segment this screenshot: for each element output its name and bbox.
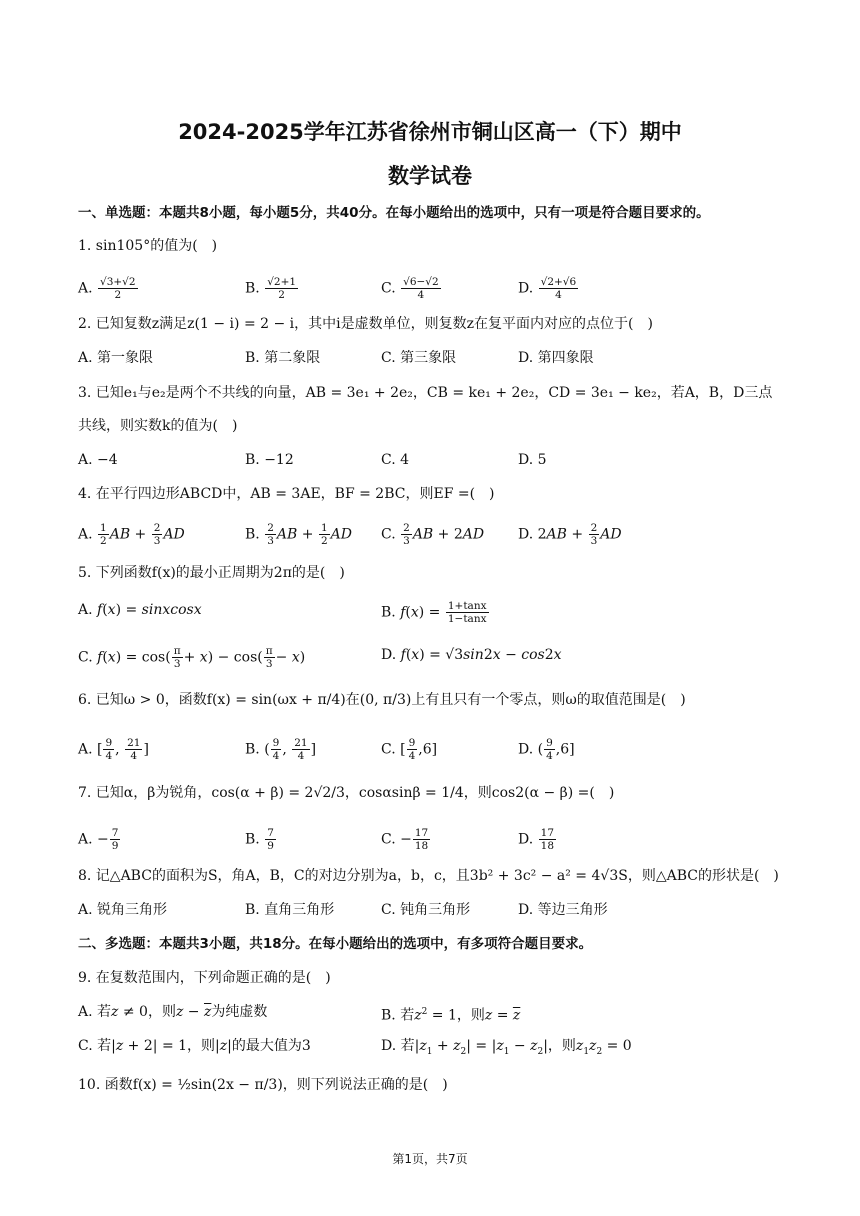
section-header-2: 二、多选题：本题共3小题，共18分。在每小题给出的选项中，有多项符合题目要求。: [78, 936, 593, 952]
question-4: 4. 在平行四边形ABCD中，AB = 3AE，BF = 2BC，则EF =( ): [78, 486, 495, 502]
q5-option-d[interactable]: D. f(x) = √3sin2x − cos2x: [381, 647, 562, 663]
q2-option-c[interactable]: C. 第三象限: [381, 350, 457, 366]
q8-option-b[interactable]: B. 直角三角形: [245, 902, 335, 918]
q7-option-b[interactable]: B. $\frac{7}{9}$: [245, 827, 274, 852]
q8-option-c[interactable]: C. 钝角三角形: [381, 902, 471, 918]
q1-stem: 1. sin105°的值为( ): [78, 238, 218, 254]
q7-option-c[interactable]: C. − $\frac{17}{18}$: [381, 827, 429, 852]
question-8: 8. 记△ABC的面积为S，角A，B，C的对边分别为a，b，c，且3b² + 3c² − a² = 4√3S，则△ABC的形状是( ): [78, 868, 779, 884]
section-header-1: 一、单选题：本题共8小题，每小题5分，共40分。在每小题给出的选项中，只有一项是符合题目要求的。: [78, 205, 710, 221]
q1-option-a[interactable]: A. $\frac{√3+√2}{2}$: [78, 276, 136, 301]
q3-option-d[interactable]: D. 5: [518, 452, 547, 468]
q9-option-a[interactable]: A. 若z ≠ 0，则$z - \overline{z}$为纯虚数: [78, 1004, 268, 1020]
question-7: 7. 已知α，β为锐角，cos(α + β) = 2√2/3，cosαsinβ = 1/4，则cos2(α − β) =( ): [78, 785, 615, 801]
q8-option-a[interactable]: A. 锐角三角形: [78, 902, 168, 918]
q5-option-a[interactable]: A. f(x) = sinxcosx: [78, 602, 202, 618]
q1-option-d[interactable]: D. $\frac{√2+√6}{4}$: [518, 276, 577, 301]
question-3-line-2: 共线，则实数k的值为( ): [78, 418, 238, 434]
q6-option-d[interactable]: D. ( $\frac{9}{4}$ ,6]: [518, 737, 575, 762]
page-footer: 第1页，共7页: [392, 1152, 468, 1166]
q4-option-d[interactable]: D. 2AB + $\frac{2}{3}$ AD: [518, 522, 622, 547]
q6-option-a[interactable]: A. [ $\frac{9}{4}$ , $\frac{21}{4}$ ]: [78, 737, 149, 762]
question-3-line-1: 3. 已知e₁与e₂是两个不共线的向量，AB = 3e₁ + 2e₂，CB = ke₁ + 2e₂，CD = 3e₁ − ke₂，若A，B，D三点: [78, 385, 773, 401]
q2-option-a[interactable]: A. 第一象限: [78, 350, 154, 366]
q4-option-b[interactable]: B. $\frac{2}{3}$ AB + $\frac{1}{2}$ AD: [245, 522, 352, 547]
q2-option-d[interactable]: D. 第四象限: [518, 350, 594, 366]
q6-option-b[interactable]: B. ( $\frac{9}{4}$ , $\frac{21}{4}$ ]: [245, 737, 317, 762]
question-2: 2. 已知复数z满足z(1 − i) = 2 − i，其中i是虚数单位，则复数z在复平面内对应的点位于( ): [78, 316, 653, 332]
q1-option-c[interactable]: C. $\frac{√6-√2}{4}$: [381, 276, 439, 301]
q2-option-b[interactable]: B. 第二象限: [245, 350, 321, 366]
q5-option-b[interactable]: B. f(x) = $\frac{1+\tan x}{1-\tan x}$: [381, 600, 487, 625]
q3-option-b[interactable]: B. −12: [245, 452, 294, 468]
q3-option-c[interactable]: C. 4: [381, 452, 410, 468]
question-10: 10. 函数f(x) = ½sin(2x − π/3)，则下列说法正确的是( ): [78, 1077, 448, 1093]
q6-option-c[interactable]: C. [ $\frac{9}{4}$ ,6]: [381, 737, 438, 762]
q7-option-d[interactable]: D. $\frac{17}{18}$: [518, 827, 555, 852]
q9-option-b[interactable]: B. 若$z^2 = 1$，则$z = \overline{z}$: [381, 1007, 521, 1024]
question-1: [78, 236, 217, 256]
q7-option-a[interactable]: A. − $\frac{7}{9}$: [78, 827, 119, 852]
page-title: 2024-2025学年江苏省徐州市铜山区高一（下）期中: [178, 120, 682, 144]
q5-option-c[interactable]: C. f(x) = cos( $\frac{\pi}{3}$ + x) − cos( $\frac{\pi}{3}$ − x): [78, 645, 306, 670]
q9-option-d[interactable]: D. 若$|z_1 + z_2| = |z_1 - z_2|$，则$z_1z_2 = 0$: [381, 1038, 632, 1057]
q9-option-c[interactable]: C. 若|z + 2| = 1，则|z|的最大值为3: [78, 1038, 311, 1054]
page-subtitle: 数学试卷: [388, 164, 472, 188]
q8-option-d[interactable]: D. 等边三角形: [518, 902, 608, 918]
question-5: 5. 下列函数f(x)的最小正周期为2π的是( ): [78, 565, 345, 581]
q4-option-a[interactable]: A. $\frac{1}{2}$ AB + $\frac{2}{3}$ AD: [78, 522, 185, 547]
question-9: 9. 在复数范围内，下列命题正确的是( ): [78, 970, 331, 986]
question-6: 6. 已知ω > 0，函数f(x) = sin(ωx + π/4)在(0, π/3)上有且只有一个零点，则ω的取值范围是( ): [78, 692, 686, 708]
q1-option-b[interactable]: B. $\frac{√2+1}{2}$: [245, 276, 297, 301]
q4-option-c[interactable]: C. $\frac{2}{3}$ AB + 2AD: [381, 522, 485, 547]
q3-option-a[interactable]: A. −4: [78, 452, 118, 468]
